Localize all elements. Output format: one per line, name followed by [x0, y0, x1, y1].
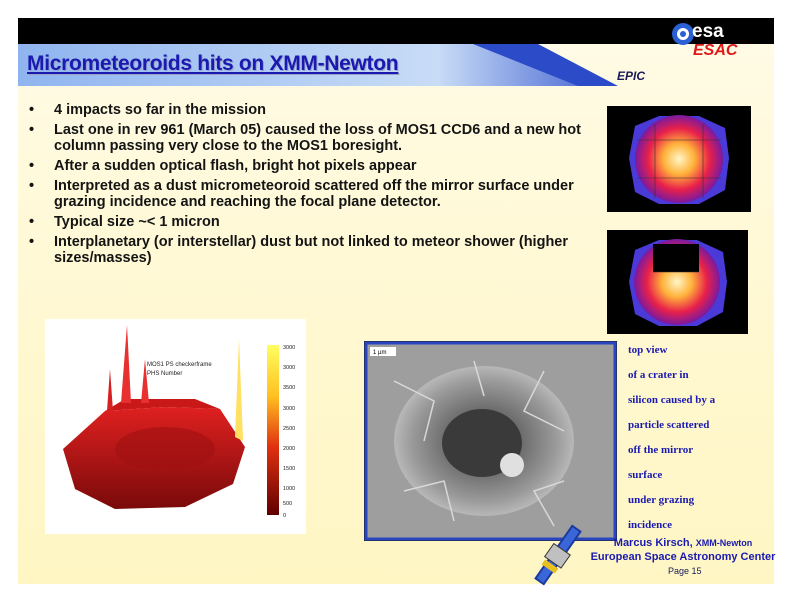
colorbar-tick: 2000: [283, 446, 296, 452]
bullet-dot-icon: •: [29, 178, 35, 194]
hot-pixel-3d-plot: [45, 319, 306, 534]
bullet-item: [27, 178, 607, 210]
colorbar-tick: 1500: [283, 466, 296, 472]
caption-line: under grazing: [628, 494, 695, 506]
detector-image-before: [607, 106, 751, 212]
bullet-dot-icon: •: [29, 234, 35, 250]
bullet-list: [27, 102, 607, 270]
crater-caption: [628, 344, 748, 544]
bullet-item: [27, 234, 607, 266]
bullet-item: [27, 102, 607, 118]
colorbar-tick: 3000: [283, 365, 296, 371]
bullet-text: After a sudden optical flash, bright hot pixels appear: [54, 158, 417, 174]
author-line: [588, 536, 778, 550]
logo-esac-text: ESAC: [693, 42, 738, 59]
plot-legend-line2: PHS Number: [147, 371, 183, 377]
caption-line: top view: [628, 344, 668, 356]
caption-line: particle scattered: [628, 419, 710, 431]
bullet-text: Interpreted as a dust micrometeoroid scattered off the mirror surface under grazing incidence and reaching the focal plane detector.: [54, 178, 574, 210]
satellite-icon: [528, 520, 588, 590]
caption-line: incidence: [628, 519, 672, 531]
epic-label: EPIC: [617, 69, 646, 83]
colorbar-tick: 3000: [283, 345, 296, 351]
bullet-item: [27, 122, 607, 154]
colorbar-tick: 500: [283, 501, 293, 507]
caption-line: silicon caused by a: [628, 394, 716, 406]
caption-line: surface: [628, 469, 663, 481]
sem-scale-label: 1 µm: [373, 350, 387, 356]
center-name: European Space Astronomy Center: [590, 551, 776, 563]
author-block: [588, 536, 778, 564]
bullet-dot-icon: •: [29, 122, 35, 138]
bullet-text: Last one in rev 961 (March 05) caused the loss of MOS1 CCD6 and a new hot column passing very close to the MOS1 boresight.: [54, 122, 581, 154]
detector-image-after: [607, 230, 748, 334]
colorbar-tick: 1000: [283, 486, 296, 492]
bullet-dot-icon: •: [29, 158, 35, 174]
author-name: Marcus Kirsch,: [613, 537, 693, 549]
bullet-text: 4 impacts so far in the mission: [54, 102, 266, 118]
author-org: XMM-Newton: [695, 538, 753, 548]
page-title: Micrometeoroids hits on XMM-Newton: [27, 52, 399, 75]
colorbar-tick: 2500: [283, 426, 296, 432]
bullet-text: Typical size ~< 1 micron: [54, 214, 220, 230]
plot-legend-line1: MOS1 PS checkerframe: [147, 362, 212, 368]
colorbar-tick: 3500: [283, 385, 296, 391]
colorbar-tick: 0: [283, 513, 287, 519]
colorbar-tick: 3000: [283, 406, 296, 412]
caption-line: off the mirror: [628, 444, 694, 456]
bullet-text: Interplanetary (or interstellar) dust but not linked to meteor shower (higher sizes/masses): [54, 234, 569, 266]
crater-sem-image: [364, 341, 617, 541]
page-number: Page 15: [668, 566, 702, 576]
bullet-item: [27, 158, 607, 174]
bullet-dot-icon: •: [29, 102, 35, 118]
logo-esa-text: esa: [692, 21, 724, 42]
top-bar: [18, 18, 774, 44]
caption-line: of a crater in: [628, 369, 689, 381]
bullet-item: [27, 214, 607, 230]
bullet-dot-icon: •: [29, 214, 35, 230]
